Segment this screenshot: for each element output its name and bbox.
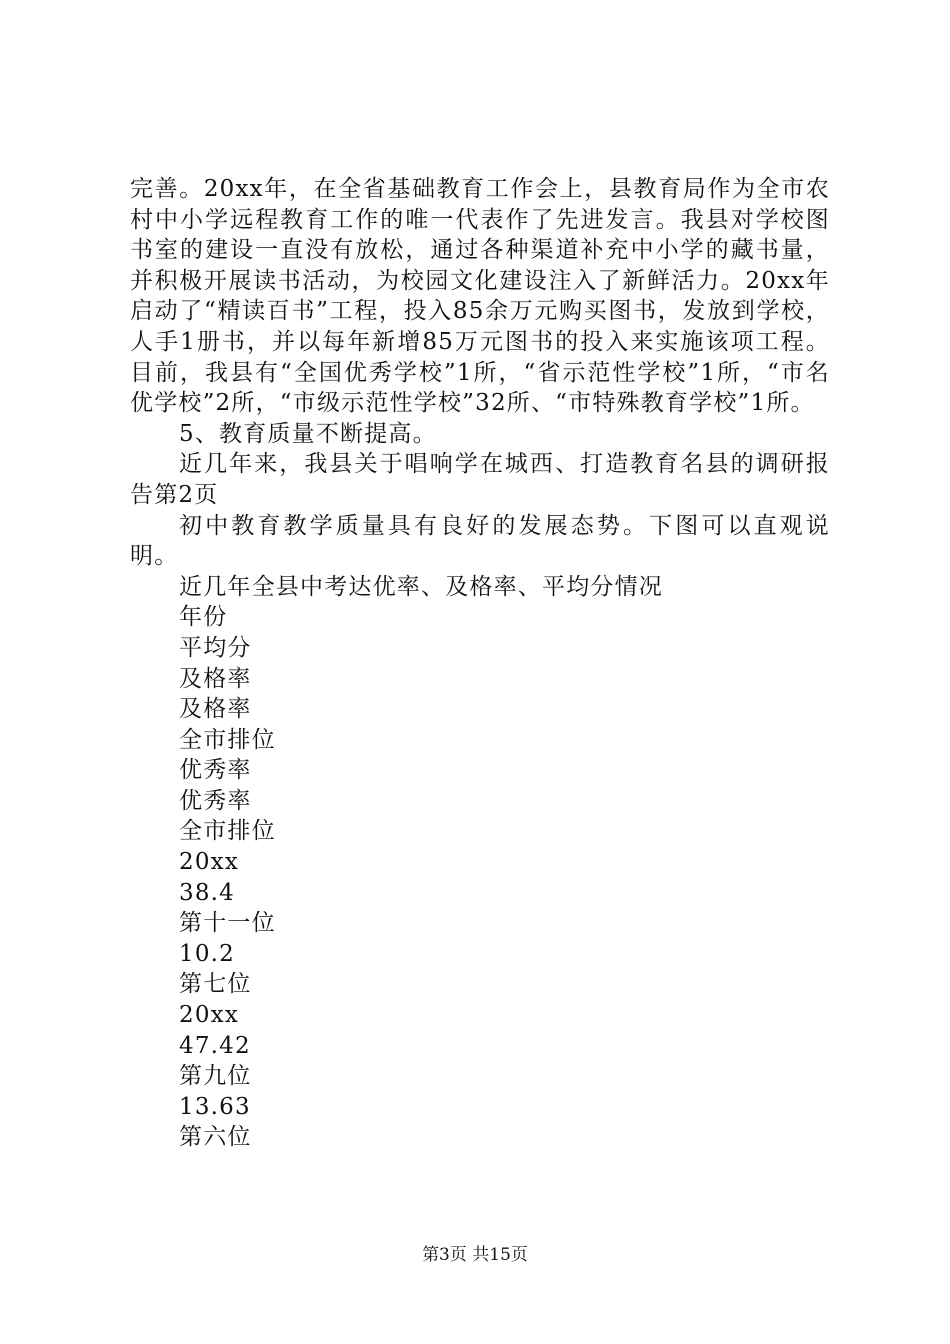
table-cell: 20xx [179,849,240,876]
table-cell: 优秀率 [179,757,252,784]
table-cell: 第七位 [179,971,252,998]
table-cell: 平均分 [179,634,252,661]
table-cell: 全市排位 [179,726,276,753]
page-footer: 第3页 共15页 [422,1245,528,1265]
table-cell: 20xx [179,1002,240,1029]
table-cell: 10.2 [179,940,236,967]
paragraph-library-construction: 完善。20xx年，在全省基础教育工作会上，县教育局作为全市农村中小学远程教育工作的唯一代表作了先进发言。我县对学校图书室的建设一直没有放松，通过各种渠道补充中小学的藏书量，并积极开展读书活动，为校园文化建设注入了新鲜活力。20xx年启动了“精读百书”工程，投入85余万元购买图书，发放到学校，人手1册书，并以每年新增85万元图书的投入来实施该项工程。目前，我县有“全国优秀学校”1所，“省示范性学校”1所，“市名优学校”2所，“市级示范性学校”32所、“市特殊教育学校”1所。 [130,176,830,417]
table-cell: 第六位 [179,1124,252,1151]
document-body [130,174,830,1153]
table-caption: 近几年全县中考达优率、及格率、平均分情况 [179,573,663,600]
table-cell: 13.63 [179,1093,251,1120]
paragraph-section-heading: 5、教育质量不断提高。 [179,420,437,447]
table-cell: 及格率 [179,696,252,723]
table-cell: 47.42 [179,1032,251,1059]
table-cell: 38.4 [179,879,236,906]
table-cell: 及格率 [179,665,252,692]
table-cell: 全市排位 [179,818,276,845]
table-cell: 优秀率 [179,787,252,814]
table-cell: 年份 [179,604,228,631]
table-cell: 第十一位 [179,910,276,937]
table-cell-list [130,602,830,1153]
table-cell: 第九位 [179,1063,252,1090]
paragraph-report-title: 近几年来，我县关于唱响学在城西、打造教育名县的调研报告第2页 [130,451,830,508]
paragraph-quality-trend: 初中教育教学质量具有良好的发展态势。下图可以直观说明。 [130,512,830,570]
